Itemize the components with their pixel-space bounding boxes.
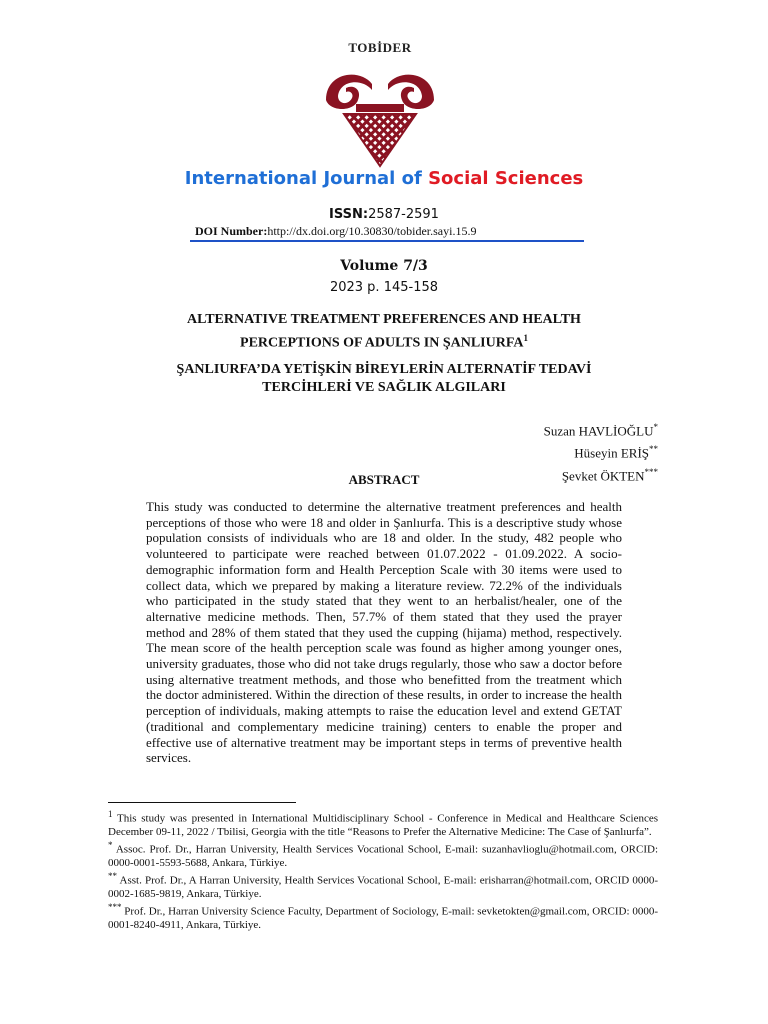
journal-title-part1: International Journal of — [184, 168, 429, 189]
title-footnote-marker: 1 — [523, 333, 528, 343]
issn-value: 2587-2591 — [368, 207, 439, 222]
abstract-body: This study was conducted to determine the alternative treatment preferences and health perceptions of those who were 18 and older in Şanlıurfa. This is a descriptive study whose population consists of individuals who are 18 and older. In the study, 482 people who volunteered to participate were reached between 01.07.2022 - 01.09.2022. A socio-demographic information form and Health Perception Scale with 30 items were used to collect data, which we prepared by making a literature review. 72.2% of the individuals who participated in the study stated that they went to an herbalist/healer, one of the alternative medicine methods. Then, 57.7% of them stated that they used the prayer method and 28% of them stated that they used the cupping (hijama) method, respectively. The mean score of the health perception scale was found as higher among younger ones, university graduates, those who did not take drugs regularly, those who saw a doctor before using alternative treatment methods, and those who benefitted from the treatment which the doctor administered. Within the direction of these results, in order to increase the health perception of individuals, making attempts to raise the education level and extend GETAT (traditional and complementary medicine training) centers to enable the proper and effective use of alternative treatment may be important steps in terms of preventive health services. — [146, 499, 622, 766]
footnote-marker: 1 — [108, 809, 113, 819]
abstract-heading: ABSTRACT — [348, 472, 420, 487]
author-name: Suzan HAVLİOĞLU — [543, 423, 654, 439]
journal-title — [0, 168, 768, 189]
article-title-turkish — [120, 361, 648, 397]
footnote-marker: *** — [108, 902, 122, 913]
year-pages: 2023 p. 145-158 — [329, 280, 439, 295]
title-en-line-1: ALTERNATIVE TREATMENT PREFERENCES AND HEALTH — [187, 312, 581, 327]
footnote-text: Assoc. Prof. Dr., Harran University, Health Services Vocational School, E-mail: suzanhavlioglu@hotmail.com, ORCID: 0000-0001-5593-5688, Ankara, Türkiye. — [108, 843, 658, 869]
tobider-emblem-icon — [320, 58, 440, 170]
issn-label: ISSN: — [329, 207, 369, 222]
footnotes — [108, 808, 658, 932]
title-tr-line-2: TERCİHLERİ VE SAĞLIK ALGILARI — [262, 380, 506, 395]
author-marker: * — [653, 422, 658, 432]
title-en-line-2-text: PERCEPTIONS OF ADULTS IN ŞANLIURFA — [240, 335, 524, 351]
author-marker: ** — [649, 444, 658, 455]
doi-link[interactable]: http://dx.doi.org/10.30830/tobider.sayi.15.9 — [267, 224, 477, 238]
footnote-text: This study was presented in International Multidisciplinary School - Conference in Medical and Healthcare Sciences December 09-11, 2022 / Tbilisi, Georgia with the title “Reasons to Prefer the Alternative Medicine: The Case of Şanlıurfa”. — [108, 812, 658, 838]
logo-wordmark: TOBİDER — [348, 40, 412, 55]
doi-line[interactable] — [195, 224, 476, 239]
footnote-2 — [108, 839, 658, 870]
doi-underline — [190, 240, 584, 242]
volume-label: Volume 7/3 — [340, 258, 428, 274]
journal-title-part2: Social Sciences — [428, 168, 584, 189]
footnote-text: Prof. Dr., Harran University Science Faculty, Department of Sociology, E-mail: sevketokten@gmail.com, ORCID: 0000-0001-8240-4911, Ankara, Türkiye. — [108, 905, 658, 932]
footnote-text: Asst. Prof. Dr., A Harran University, Health Services Vocational School, E-mail: erisharran@hotmail.com, ORCID 0000-0002-1685-9819, Ankara, Türkiye. — [108, 874, 658, 900]
author-1 — [544, 418, 658, 440]
footnote-1 — [108, 808, 658, 839]
journal-logo — [300, 40, 460, 175]
article-title-english — [120, 311, 648, 353]
title-tr-line-1: ŞANLIURFA’DA YETİŞKİN BİREYLERİN ALTERNATİF TEDAVİ — [176, 362, 592, 377]
footnote-3 — [108, 870, 658, 901]
author-2 — [544, 440, 658, 462]
footnote-divider — [108, 802, 296, 803]
footnote-marker: * — [108, 840, 113, 851]
doi-label: DOI Number: — [195, 224, 268, 238]
footnote-marker: ** — [108, 871, 117, 882]
footnote-4 — [108, 901, 658, 932]
author-name: Şevket ÖKTEN — [561, 467, 645, 483]
author-marker: *** — [644, 466, 658, 477]
issn-line — [0, 207, 768, 222]
title-en-line-2 — [120, 329, 648, 353]
author-name: Hüseyin ERİŞ — [574, 445, 649, 461]
